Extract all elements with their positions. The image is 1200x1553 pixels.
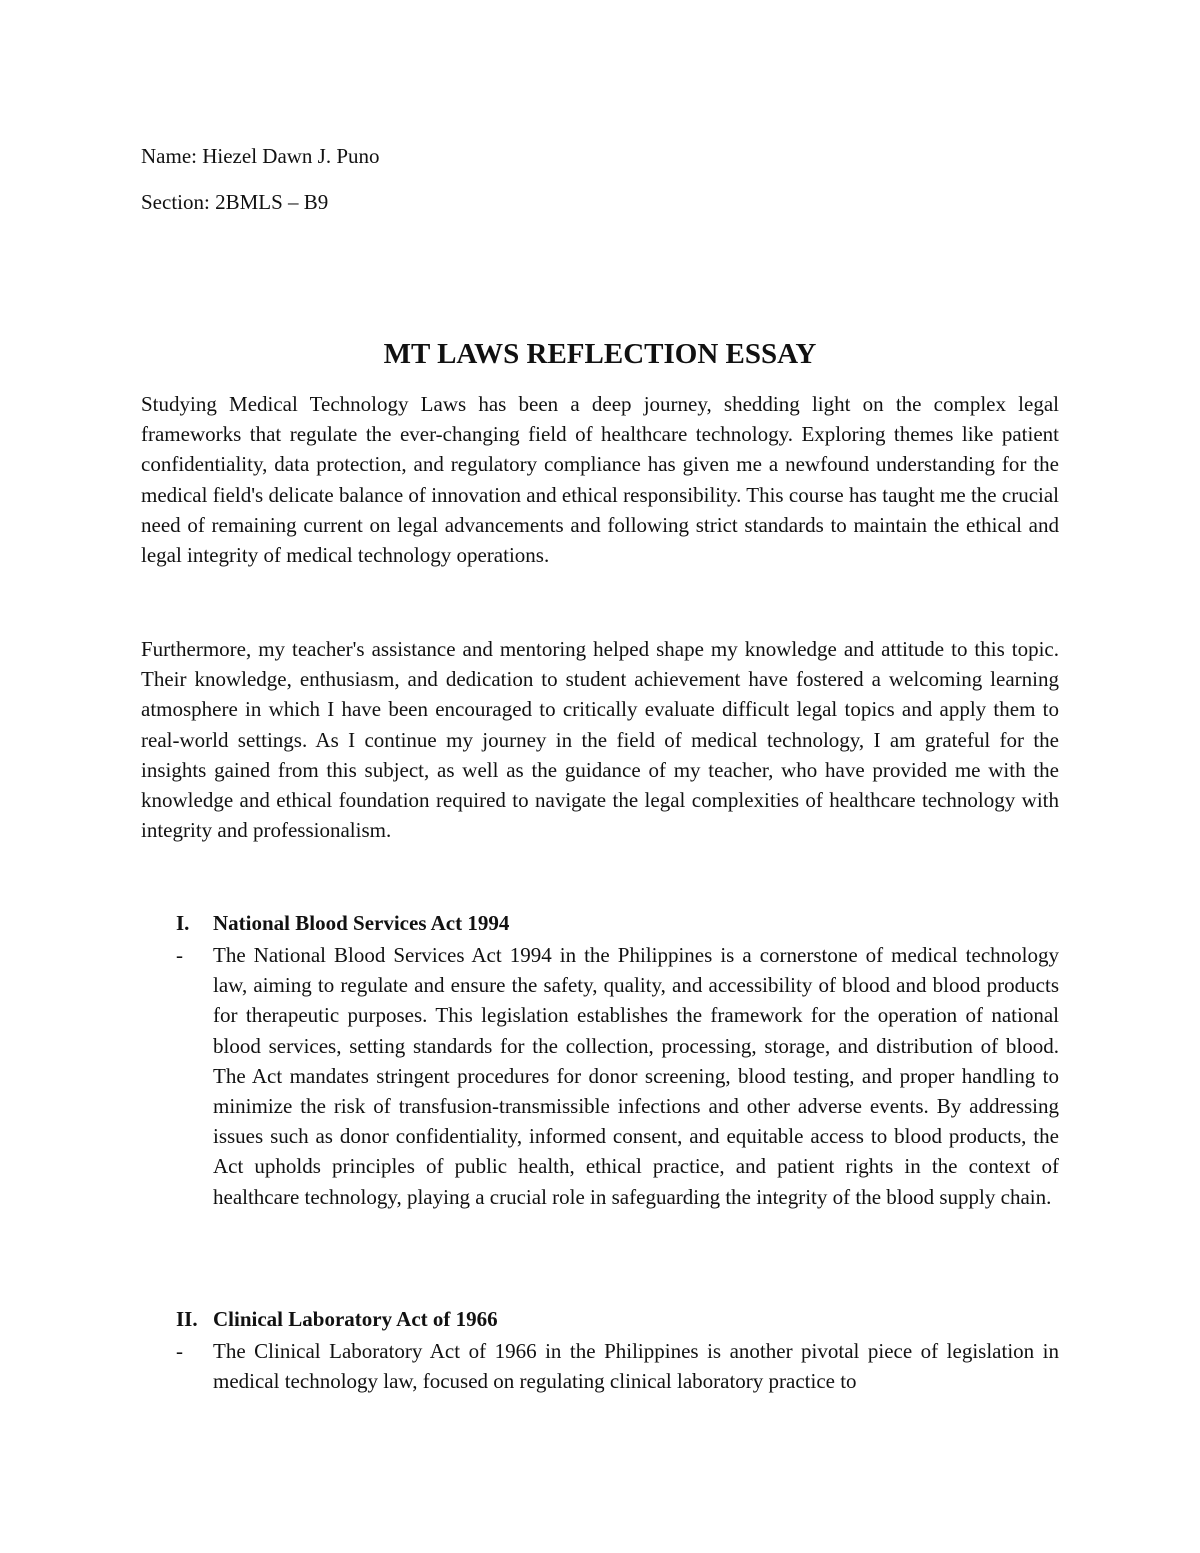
- section-title: National Blood Services Act 1994: [213, 911, 510, 935]
- section-text: The National Blood Services Act 1994 in the Philippines is a cornerstone of medical technology law, aiming to regulate and ensure the safety, quality, and accessibility of blood and blood products for therapeutic purposes. This legislation establishes the framework for the operation of national blood services, setting standards for the collection, processing, storage, and distribution of blood. The Act mandates stringent procedures for donor screening, blood testing, and proper handling to minimize the risk of transfusion-transmissible infections and other adverse events. By addressing issues such as donor confidentiality, informed consent, and equitable access to blood products, the Act upholds principles of public health, ethical practice, and patient rights in the context of healthcare technology, playing a crucial role in safeguarding the integrity of the blood supply chain.: [213, 943, 1059, 1209]
- list-bullet: -: [176, 943, 183, 967]
- section-text: The Clinical Laboratory Act of 1966 in the Philippines is another pivotal piece of legislation in medical technology law, focused on regulating clinical laboratory practice to: [213, 1339, 1059, 1394]
- body-paragraph: Studying Medical Technology Laws has been a deep journey, shedding light on the complex legal frameworks that regulate the ever-changing field of healthcare technology. Exploring themes like patient confidentiality, data protection, and regulatory compliance has given me a newfound understanding for the medical field's delicate balance of innovation and ethical responsibility. This course has taught me the crucial need of remaining current on legal advancements and following strict standards to maintain the ethical and legal integrity of medical technology operations.: [141, 392, 1059, 568]
- body-paragraph: Furthermore, my teacher's assistance and mentoring helped shape my knowledge and attitude to this topic. Their knowledge, enthusiasm, and dedication to student achievement have fostered a welcoming learning atmosphere in which I have been encouraged to critically evaluate difficult legal topics and apply them to real-world settings. As I continue my journey in the field of medical technology, I am grateful for the insights gained from this subject, as well as the guidance of my teacher, who have provided me with the knowledge and ethical foundation required to navigate the legal complexities of healthcare technology with integrity and professionalism.: [141, 637, 1059, 843]
- section-heading: [176, 910, 509, 936]
- section-numeral: I.: [176, 911, 190, 935]
- student-section: Section: 2BMLS – B9: [141, 190, 329, 214]
- section-title: Clinical Laboratory Act of 1966: [213, 1307, 498, 1331]
- list-bullet: -: [176, 1339, 183, 1363]
- section-numeral: II.: [176, 1307, 198, 1331]
- section-heading: [176, 1306, 498, 1332]
- document-title: MT LAWS REFLECTION ESSAY: [383, 338, 817, 370]
- student-name: Name: Hiezel Dawn J. Puno: [141, 144, 380, 168]
